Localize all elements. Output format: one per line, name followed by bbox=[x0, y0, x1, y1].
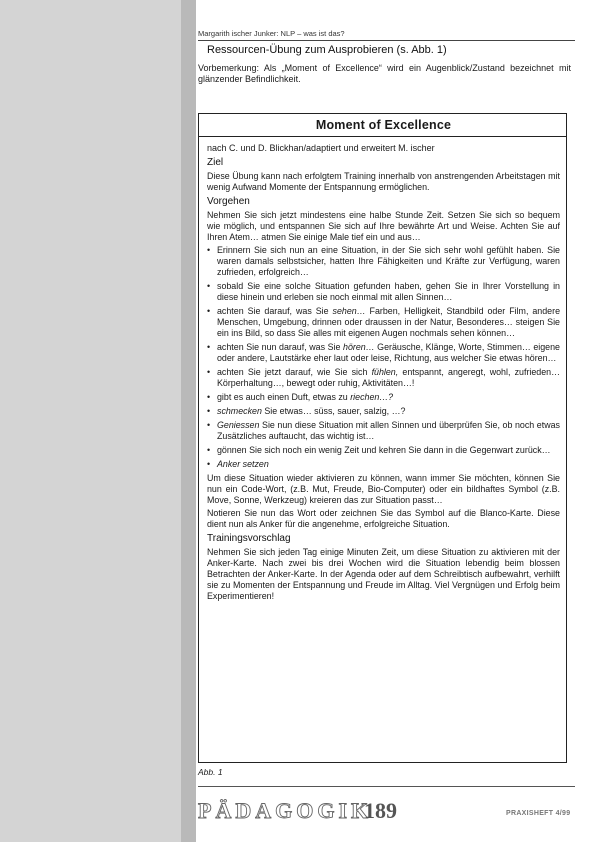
list-item: • schmecken Sie etwas… süss, sauer, salzig, …? bbox=[207, 406, 560, 417]
training-heading: Trainingsvorschlag bbox=[207, 533, 291, 544]
header-rule bbox=[198, 40, 575, 41]
box-title: Moment of Excellence bbox=[315, 118, 452, 132]
running-head: Margarith ischer Junker: NLP – was ist das? bbox=[198, 29, 345, 38]
exercise-box bbox=[198, 113, 567, 763]
list-item: • achten Sie nun darauf, was Sie hören… Geräusche, Klänge, Worte, Stimmen… eigene oder andere, Lautstärke eher laut oder leise, Richtung, aus welcher Sie etwas hören… bbox=[207, 342, 560, 364]
attribution: nach C. und D. Blickhan/adaptiert und erweitert M. ischer bbox=[207, 143, 435, 153]
list-item: • gönnen Sie sich noch ein wenig Zeit und kehren Sie dann in die Gegenwart zurück… bbox=[207, 445, 560, 456]
box-title-rule bbox=[199, 136, 566, 137]
ziel-heading: Ziel bbox=[207, 157, 224, 168]
page-margin-band bbox=[0, 0, 181, 842]
ziel-text: Diese Übung kann nach erfolgtem Training innerhalb von anstrengenden Arbeitstagen mit wenig Aufwand Momente der Entspannung ermöglichen. bbox=[207, 171, 560, 192]
list-item: • sobald Sie eine solche Situation gefunden haben, gehen Sie in Ihrer Vorstellung in diese hinein und erleben sie noch einmal mit allen Sinnen… bbox=[207, 281, 560, 303]
anchor-paragraph-1: Um diese Situation wieder aktivieren zu können, wann immer Sie möchten, können Sie nun ein Code-Wort, (z.B. Mut, Freude, Bio-Computer) oder ein bildhaftes Symbol (z.B. Move, Sonne, Werkzeug) kreieren das zur Situation passt… bbox=[207, 473, 560, 505]
list-item: • achten Sie jetzt darauf, wie Sie sich fühlen, entspannt, angeregt, wohl, zufrieden… Körperhaltung…, bewegt oder ruhig, Aktivitäten…! bbox=[207, 367, 560, 389]
list-item: • Geniessen Sie nun diese Situation mit allen Sinnen und überprüfen Sie, ob noch etwas Zusätzliches auftaucht, das wichtig ist… bbox=[207, 420, 560, 442]
anchor-paragraph-2: Notieren Sie nun das Wort oder zeichnen Sie das Symbol auf die Blanco-Karte. Diese dient nun als Anker für die angenehme, erfolgreiche Situation. bbox=[207, 508, 560, 529]
list-item: • Anker setzen bbox=[207, 459, 560, 470]
magazine-logo: PÄDAGOGIK bbox=[198, 798, 373, 823]
figure-caption: Abb. 1 bbox=[198, 767, 223, 777]
vorgehen-heading: Vorgehen bbox=[207, 196, 250, 207]
training-text: Nehmen Sie sich jeden Tag einige Minuten Zeit, um diese Situation zu aktivieren mit der Anker-Karte. Nach zwei bis drei Wochen wird die Situation lebendig beim blossen Betrachten der Anker-Karte. In der Agenda oder auf dem Schreibtisch aufbewahrt, verhilft sie zu Momenten der Entspannung und Freude im Alltag. Viel Vergnügen und Erfolg beim Experimentieren! bbox=[207, 547, 560, 601]
page-margin-band-edge bbox=[181, 0, 196, 842]
list-item: • gibt es auch einen Duft, etwas zu riechen…? bbox=[207, 392, 560, 403]
issue-label: PRAXISHEFT 4/99 bbox=[506, 810, 571, 817]
list-item: • achten Sie darauf, was Sie sehen… Farben, Helligkeit, Standbild oder Film, andere Menschen, Umgebung, drinnen oder draussen in der Natur, Besonderes… steigen Sie ein ins Bild, so dass Sie alles mit eigenen Augen nochmals sehen können… bbox=[207, 306, 560, 339]
page-number: 189 bbox=[364, 798, 397, 823]
list-item: • Erinnern Sie sich nun an eine Situation, in der Sie sich sehr wohl gefühlt haben. Sie waren damals selbstsicher, hatten Ihre Fähigkeiten und Kräfte zur Verfügung, waren zufrieden, erfolgreich… bbox=[207, 245, 560, 278]
section-heading: Ressourcen-Übung zum Ausprobieren (s. Abb. 1) bbox=[207, 44, 447, 56]
footer-rule bbox=[198, 786, 575, 787]
vorgehen-text: Nehmen Sie sich jetzt mindestens eine halbe Stunde Zeit. Setzen Sie sich so bequem wie möglich, und entspannen Sie sich auf Ihre bewährte Art und Weise. Achten Sie auf Ihren Atem… atmen Sie einige Male tief ein und aus… bbox=[207, 210, 560, 242]
step-list bbox=[207, 245, 560, 470]
intro-paragraph: Vorbemerkung: Als „Moment of Excellence“ wird ein Augenblick/Zustand bezeichnet mit glänzender Befindlichkeit. bbox=[198, 63, 571, 84]
